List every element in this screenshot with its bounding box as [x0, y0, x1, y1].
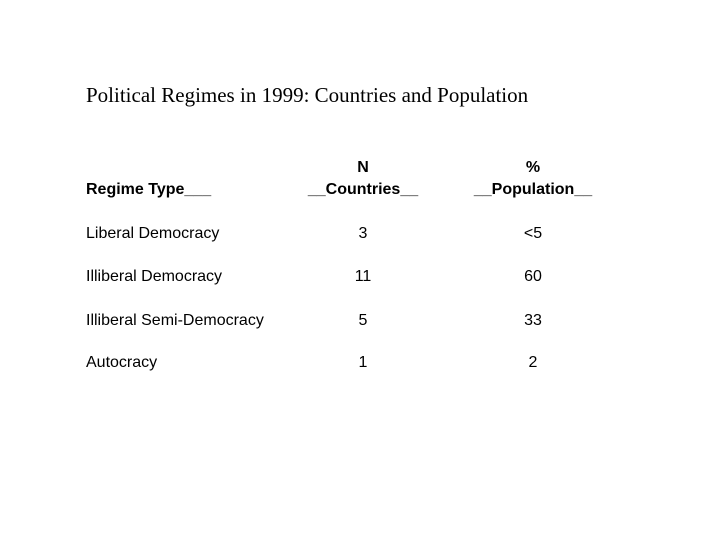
regime-cell: Liberal Democracy — [86, 225, 220, 242]
page-title: Political Regimes in 1999: Countries and Population — [86, 83, 529, 107]
countries-cell: 1 — [358, 354, 368, 371]
population-cell: 33 — [524, 312, 542, 329]
header-population-line1: % — [525, 159, 541, 176]
header-countries-line1: N — [357, 159, 369, 176]
header-population — [463, 157, 603, 201]
countries-cell: 3 — [358, 225, 368, 242]
population-cell: 60 — [524, 268, 542, 285]
header-population-line2: __Population__ — [473, 181, 593, 198]
header-countries — [300, 157, 426, 201]
population-cell: <5 — [523, 225, 543, 242]
countries-cell: 11 — [354, 268, 372, 285]
header-regime-type: Regime Type___ — [86, 181, 212, 198]
header-countries-line2: __Countries__ — [307, 181, 419, 198]
population-cell: 2 — [528, 354, 538, 371]
regime-cell: Autocracy — [86, 354, 158, 371]
regime-cell: Illiberal Democracy — [86, 268, 223, 285]
regime-cell: Illiberal Semi-Democracy — [86, 312, 264, 329]
countries-cell: 5 — [358, 312, 368, 329]
